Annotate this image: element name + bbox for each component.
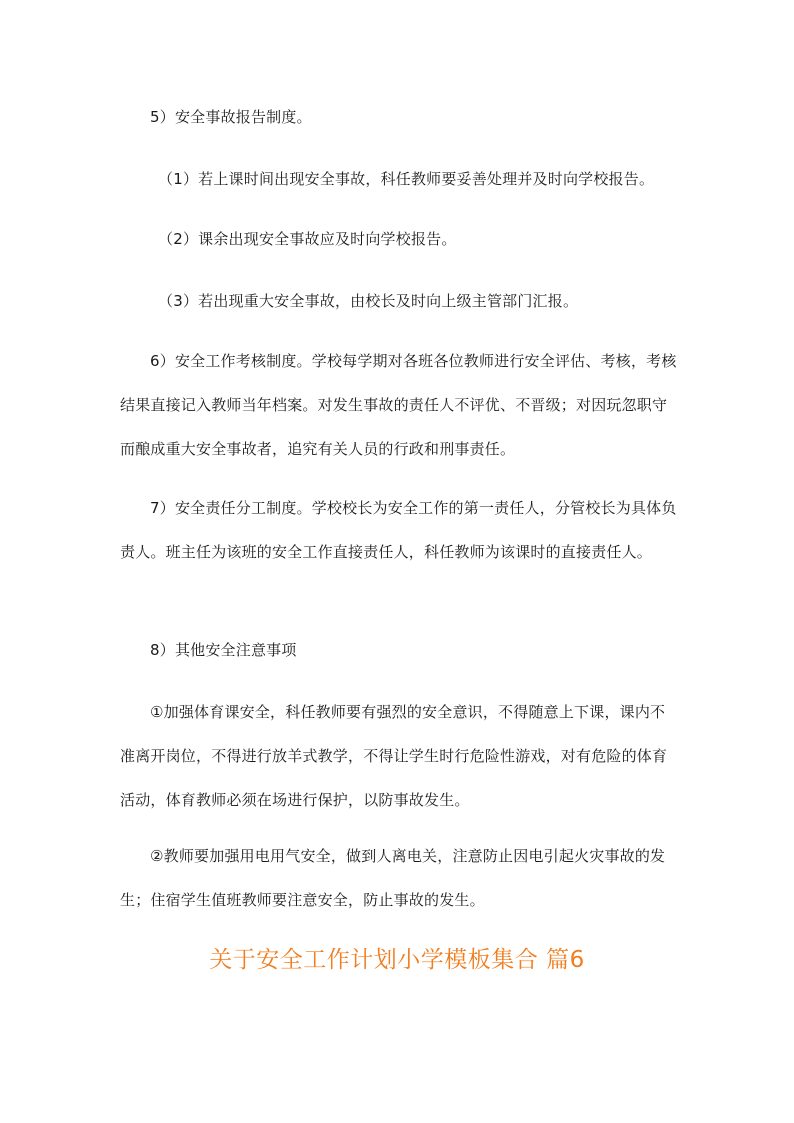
section-heading: 关于安全工作计划小学模板集合 篇6 <box>209 947 585 973</box>
paragraph-report-item-2: （2）课余出现安全事故应及时向学校报告。 <box>158 230 457 248</box>
paragraph-assessment-policy: 6）安全工作考核制度。学校每学期对各班各位教师进行安全评估、考核，考核结果直接记入教师当年档案。对发生事故的责任人不评优、不晋级；对因玩忽职守而酿成重大安全事故者，追究有关人员的行政和刑事责任。 <box>120 352 677 458</box>
paragraph-pe-class-safety: ①加强体育课安全，科任教师要有强烈的安全意识，不得随意上下课，课内不准离开岗位，不得进行放羊式教学，不得让学生时行危险性游戏，对有危险的体育活动，体育教师必须在场进行保护，以防事故发生。 <box>120 703 668 809</box>
paragraph-report-item-3: （3）若出现重大安全事故，由校长及时向上级主管部门汇报。 <box>158 292 579 310</box>
paragraph-other-notes-title: 8）其他安全注意事项 <box>150 641 297 659</box>
paragraph-responsibility-policy: 7）安全责任分工制度。学校校长为安全工作的第一责任人，分管校长为具体负责人。班主任为该班的安全工作直接责任人，科任教师为该课时的直接责任人。 <box>120 499 677 561</box>
paragraph-accident-report-policy: 5）安全事故报告制度。 <box>150 108 312 126</box>
paragraph-report-item-1: （1）若上课时间出现安全事故，科任教师要妥善处理并及时向学校报告。 <box>158 170 655 188</box>
paragraph-electricity-safety: ②教师要加强用电用气安全，做到人离电关，注意防止因电引起火灾事故的发生；住宿学生值班教师要注意安全，防止事故的发生。 <box>120 847 666 909</box>
